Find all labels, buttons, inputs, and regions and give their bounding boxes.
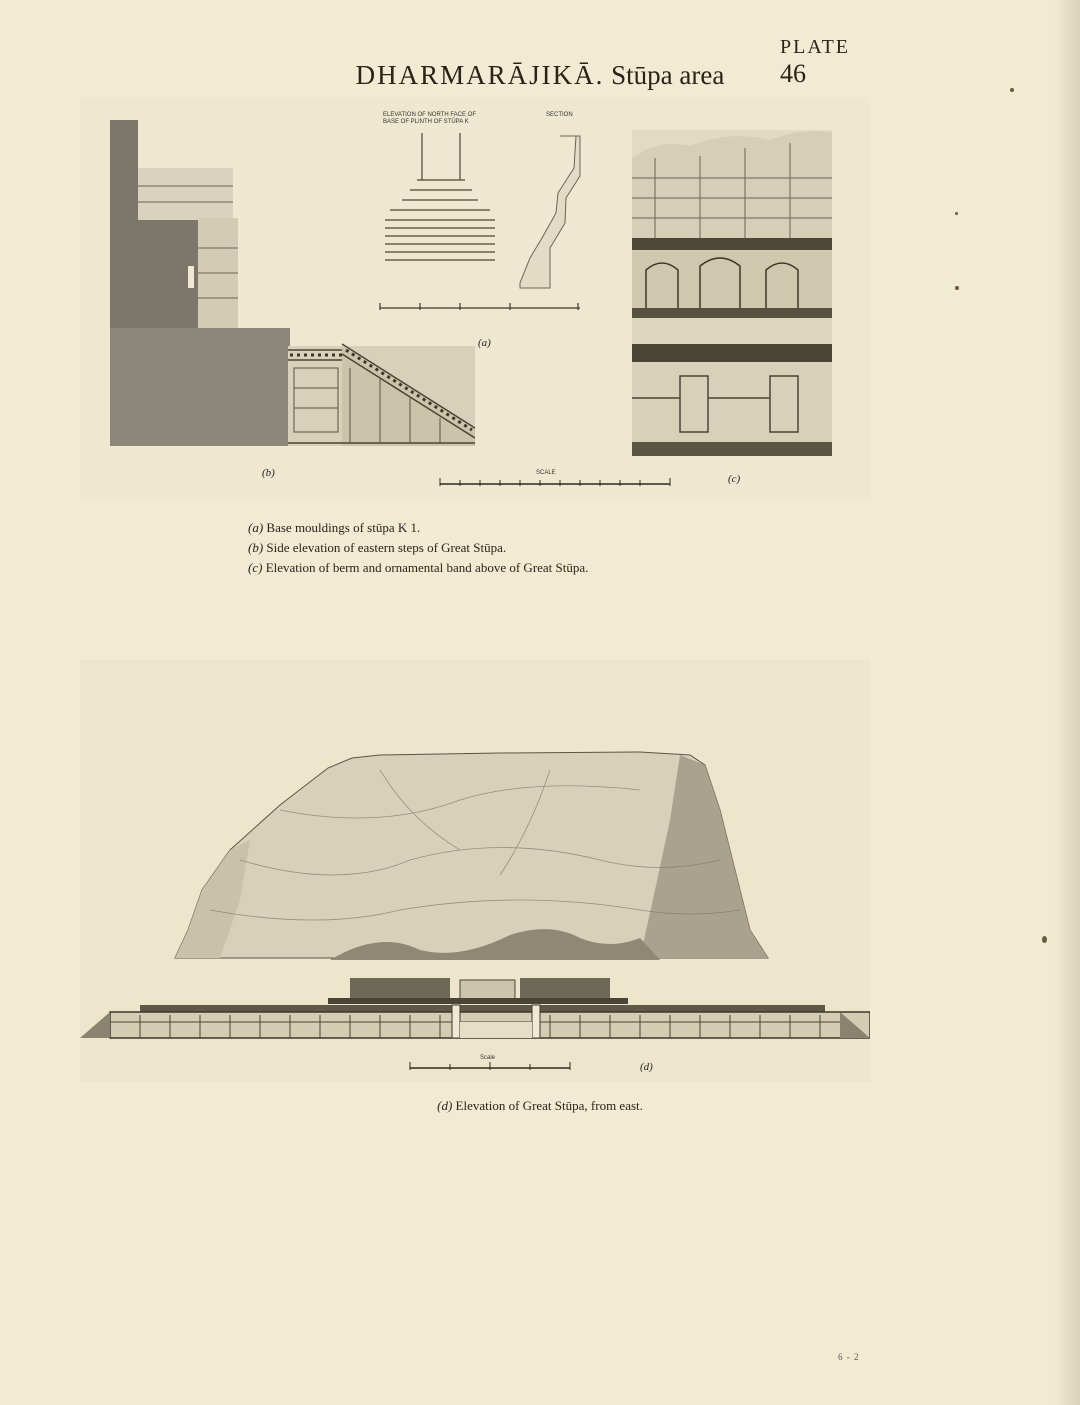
- drawing-a-mouldings: [380, 112, 580, 349]
- caption-a: (a) Base mouldings of stūpa K 1.: [248, 520, 421, 535]
- title-main: DHARMARĀJIKĀ.: [355, 60, 605, 90]
- plate-number-value: 46: [780, 59, 806, 88]
- label-c: (c): [728, 473, 741, 485]
- scale-bar-bottom: [410, 1055, 570, 1070]
- paper-speck: [1010, 88, 1014, 92]
- captions-abc: [248, 518, 588, 578]
- figure-abc: [80, 98, 870, 500]
- plate-label: PLATE: [780, 36, 850, 58]
- caption-d: (d) Elevation of Great Stūpa, from east.: [437, 1098, 643, 1113]
- label-a: (a): [478, 337, 491, 349]
- page-title: [0, 60, 1080, 91]
- folio-mark: 6 - 2: [838, 1352, 860, 1362]
- section-note: SECTION: [546, 112, 573, 118]
- paper-speck: [955, 286, 959, 290]
- paper-speck: [1042, 936, 1047, 943]
- scale-label-top: SCALE: [536, 470, 556, 476]
- elevation-note-line2: BASE OF PLINTH OF STŪPA K: [383, 119, 469, 125]
- caption-b: (b) Side elevation of eastern steps of Great Stūpa.: [248, 540, 507, 555]
- elevation-note-line1: ELEVATION OF NORTH FACE OF: [383, 112, 477, 118]
- caption-c: (c) Elevation of berm and ornamental band above of Great Stūpa.: [248, 560, 589, 575]
- title-sub: Stūpa area: [611, 60, 725, 90]
- label-b: (b): [262, 467, 275, 479]
- scale-bar-top: [440, 470, 670, 486]
- drawing-b-steps: [110, 120, 475, 446]
- paper-speck: [955, 212, 958, 215]
- page-edge-shadow: [1054, 0, 1080, 1405]
- drawing-c-berm: [632, 130, 832, 485]
- figure-d: [80, 660, 870, 1082]
- drawing-d-great-stupa: [80, 752, 870, 1038]
- label-d: (d): [640, 1061, 653, 1073]
- scale-label-bottom: Scale: [480, 1055, 496, 1061]
